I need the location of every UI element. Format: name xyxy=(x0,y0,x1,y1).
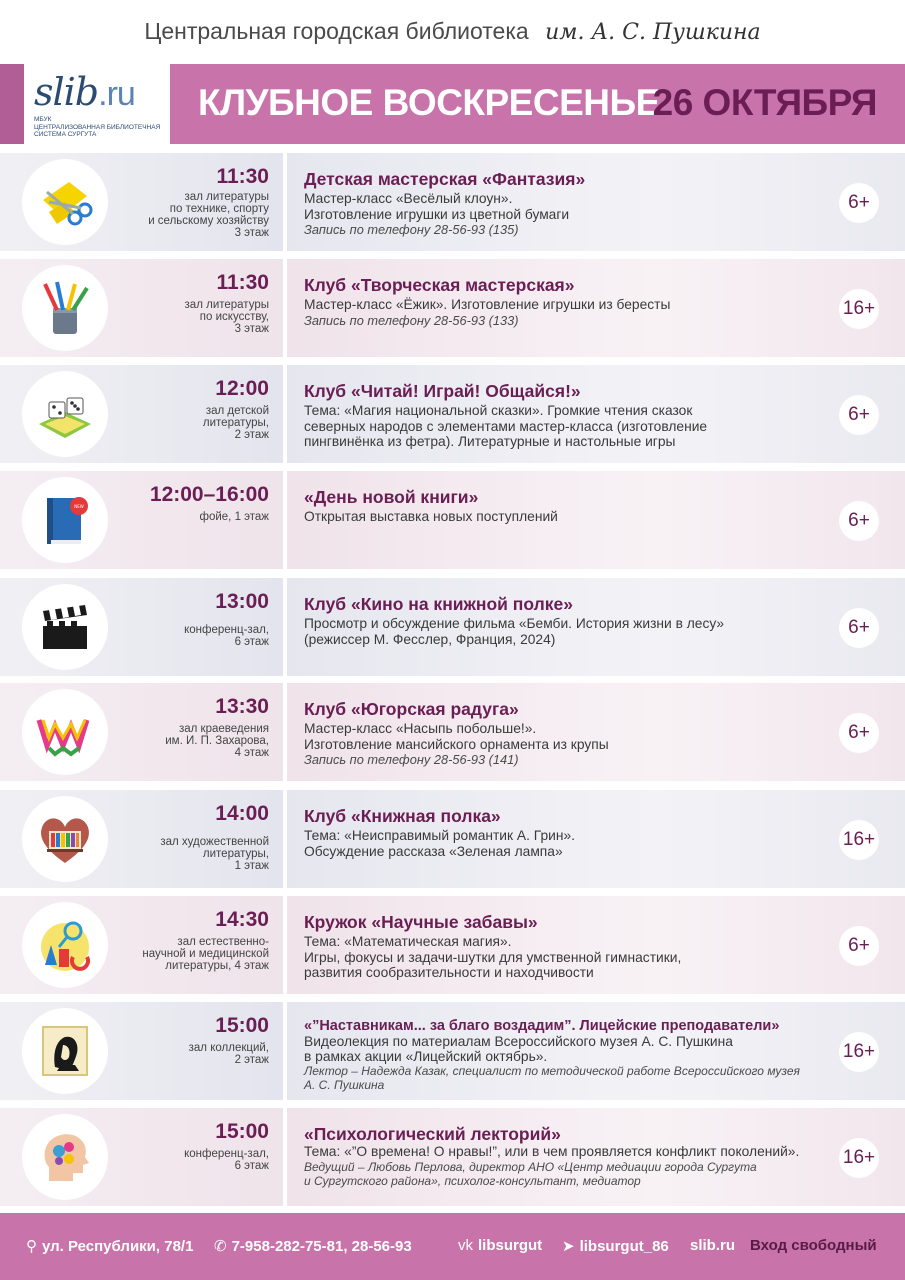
footer-vk[interactable]: vk libsurgut xyxy=(458,1237,543,1254)
event-description: Мастер-класс «Весёлый клоун». Изготовление игрушки из цветной бумаги xyxy=(304,191,570,222)
event-note: Лектор – Надежда Казак, специалист по методической работе Всероссийского музея А. С. Пушкина xyxy=(304,1064,800,1092)
event-description: Просмотр и обсуждение фильма «Бемби. История жизни в лесу» (режиссер М. Фесслер, Франция, 2024) xyxy=(304,616,725,647)
event-location: зал литературы по искусству, 3 этаж xyxy=(184,299,269,335)
event-details-panel xyxy=(287,259,905,357)
event-title: Клуб «Югорская радуга» xyxy=(304,699,519,719)
event-time: 14:00 xyxy=(215,802,269,825)
event-description-block xyxy=(304,1035,834,1092)
event-time-panel xyxy=(0,790,283,888)
event-description: Тема: «Неисправимый романтик А. Грин». Обсуждение рассказа «Зеленая лампа» xyxy=(304,828,575,859)
event-time-panel xyxy=(0,153,283,251)
location-pin-icon: ⚲ xyxy=(26,1238,37,1255)
event-time: 13:30 xyxy=(215,695,269,718)
event-location: зал художественной литературы, 1 этаж xyxy=(160,836,269,872)
age-rating-badge: 6+ xyxy=(839,608,879,648)
event-location: зал краеведения им. И. П. Захарова, 4 этаж xyxy=(165,723,269,759)
event-time-panel xyxy=(0,365,283,463)
header-banner xyxy=(170,64,905,144)
event-details-panel xyxy=(287,1108,905,1206)
event-location: зал естественно- научной и медицинской литературы, 4 этаж xyxy=(142,936,269,972)
footer-phones[interactable]: ✆ 7-958-282-75-81, 28-56-93 xyxy=(214,1238,412,1255)
event-details-panel xyxy=(287,683,905,781)
event-description: Мастер-класс «Насыпь побольше!». Изготовление мансийского орнамента из крупы xyxy=(304,721,609,752)
library-name: Центральная городская библиотека xyxy=(144,18,529,44)
event-time-panel xyxy=(0,578,283,676)
event-description: Видеолекция по материалам Всероссийского музея А. С. Пушкина в рамках акции «Лицейский октябрь». xyxy=(304,1034,733,1064)
event-title: «Психологический лекторий» xyxy=(304,1124,561,1144)
event-description: Тема: «Математическая магия». Игры, фокусы и задачи-шутки для умственной гимнастики, развития сообразительности и находчивости xyxy=(304,934,682,980)
event-details-panel xyxy=(287,365,905,463)
event-location: зал литературы по технике, спорту и сельскому хозяйству 3 этаж xyxy=(148,191,269,239)
event-description: Тема: «Магия национальной сказки». Громкие чтения сказок северных народов с элементами мастер-класса (изготовление пингвинёнка из фетра). Литературные и настольные игры xyxy=(304,403,708,449)
event-time: 13:00 xyxy=(215,590,269,613)
event-location: зал детской литературы, 2 этаж xyxy=(202,405,269,441)
event-details-panel xyxy=(287,153,905,251)
age-rating-badge: 16+ xyxy=(839,820,879,860)
event-note: Запись по телефону 28-56-93 (135) xyxy=(304,222,519,237)
event-title: «День новой книги» xyxy=(304,487,479,507)
event-time-panel xyxy=(0,471,283,569)
event-row xyxy=(0,790,905,888)
head-gears-icon xyxy=(22,1114,108,1200)
age-rating-badge: 16+ xyxy=(839,1138,879,1178)
event-description-block xyxy=(304,934,834,981)
svg-text:NEW: NEW xyxy=(74,504,84,509)
event-note: Ведущий – Любовь Перлова, директор АНО «Центр медиации города Сургута и Сургутского района», психолог-консультант, медиатор xyxy=(304,1159,757,1188)
clapperboard-icon xyxy=(22,584,108,670)
event-details-panel xyxy=(287,1002,905,1100)
event-description: Мастер-класс «Ёжик». Изготовление игрушки из бересты xyxy=(304,297,671,312)
footer-entry: Вход свободный xyxy=(750,1237,877,1254)
event-description-block xyxy=(304,297,834,328)
phone-icon: ✆ xyxy=(214,1238,227,1255)
event-title: Кружок «Научные забавы» xyxy=(304,912,538,932)
age-rating-badge: 6+ xyxy=(839,713,879,753)
event-time-panel xyxy=(0,683,283,781)
event-title: Клуб «Читай! Играй! Общайся!» xyxy=(304,381,581,401)
event-time: 14:30 xyxy=(215,908,269,931)
event-row xyxy=(0,259,905,357)
event-time: 11:30 xyxy=(216,165,269,188)
footer xyxy=(0,1213,905,1280)
library-signature: им. А. С. Пушкина xyxy=(545,20,761,45)
footer-address[interactable]: ⚲ ул. Республики, 78/1 xyxy=(26,1238,194,1255)
event-title: Клуб «Кино на книжной полке» xyxy=(304,594,573,614)
library-title xyxy=(0,18,905,58)
logo-sub-3: СИСТЕМА СУРГУТА xyxy=(34,131,97,138)
event-row xyxy=(0,1108,905,1206)
event-note: Запись по телефону 28-56-93 (141) xyxy=(304,752,519,767)
event-location: конференц-зал, 6 этаж xyxy=(184,624,269,648)
event-details-panel xyxy=(287,471,905,569)
footer-telegram[interactable]: ➤ libsurgut_86 xyxy=(562,1238,669,1255)
pushkin-portrait-icon xyxy=(22,1008,108,1094)
event-date: 26 ОКТЯБРЯ xyxy=(652,82,877,123)
event-description-block xyxy=(304,191,834,238)
event-description: Открытая выставка новых поступлений xyxy=(304,509,558,524)
event-details-panel xyxy=(287,578,905,676)
event-location: фойе, 1 этаж xyxy=(199,511,269,523)
event-title: Детская мастерская «Фантазия» xyxy=(304,169,586,189)
event-note: Запись по телефону 28-56-93 (133) xyxy=(304,312,519,328)
event-row xyxy=(0,153,905,251)
logo-main-text: slib xyxy=(34,70,99,114)
logo-sub-1: МБУК xyxy=(34,116,52,123)
logo-sub-2: ЦЕНТРАЛИЗОВАННАЯ БИБЛИОТЕЧНАЯ xyxy=(34,123,161,131)
logo-suffix: .ru xyxy=(98,75,135,113)
age-rating-badge: 6+ xyxy=(839,183,879,223)
event-time: 12:00–16:00 xyxy=(149,483,269,506)
event-time-panel xyxy=(0,1108,283,1206)
telegram-icon: ➤ xyxy=(562,1238,575,1255)
event-time-panel xyxy=(0,1002,283,1100)
event-row xyxy=(0,896,905,994)
event-title: Клуб «Творческая мастерская» xyxy=(304,275,575,295)
event-title: «”Наставникам... за благо воздадим”. Лицейские преподаватели» xyxy=(304,1018,780,1034)
event-description-block xyxy=(304,403,834,450)
event-description-block xyxy=(304,721,834,768)
event-row xyxy=(0,365,905,463)
event-row xyxy=(0,683,905,781)
logo xyxy=(24,64,169,144)
event-row xyxy=(0,471,905,569)
event-time-panel xyxy=(0,896,283,994)
event-location: зал коллекций, 2 этаж xyxy=(188,1042,269,1066)
footer-site[interactable]: slib.ru xyxy=(690,1237,736,1254)
event-description-block xyxy=(304,616,834,647)
event-description-block xyxy=(304,509,834,525)
event-time: 15:00 xyxy=(215,1120,269,1143)
event-description-block xyxy=(304,1144,834,1188)
event-details-panel xyxy=(287,790,905,888)
event-details-panel xyxy=(287,896,905,994)
ornament-icon xyxy=(22,689,108,775)
event-time: 15:00 xyxy=(215,1014,269,1037)
dice-icon xyxy=(22,371,108,457)
event-description-block xyxy=(304,828,834,859)
event-time: 11:30 xyxy=(216,271,269,294)
event-location: конференц-зал, 6 этаж xyxy=(184,1148,269,1172)
scissors-paper-icon xyxy=(22,159,108,245)
event-title: Клуб «Книжная полка» xyxy=(304,806,501,826)
age-rating-badge: 16+ xyxy=(839,289,879,329)
page-title: КЛУБНОЕ ВОСКРЕСЕНЬЕ xyxy=(198,82,660,123)
event-description: Тема: «”О времена! О нравы!”, или в чем проявляется конфликт поколений». xyxy=(304,1144,800,1159)
pencil-cup-icon xyxy=(22,265,108,351)
age-rating-badge: 6+ xyxy=(839,501,879,541)
event-row xyxy=(0,1002,905,1100)
heart-books-icon xyxy=(22,796,108,882)
age-rating-badge: 16+ xyxy=(839,1032,879,1072)
vk-icon: vk xyxy=(458,1237,473,1254)
age-rating-badge: 6+ xyxy=(839,926,879,966)
science-icon xyxy=(22,902,108,988)
event-row xyxy=(0,578,905,676)
book-icon xyxy=(22,477,108,563)
header-accent xyxy=(0,64,24,144)
age-rating-badge: 6+ xyxy=(839,395,879,435)
event-time: 12:00 xyxy=(215,377,269,400)
event-time-panel xyxy=(0,259,283,357)
